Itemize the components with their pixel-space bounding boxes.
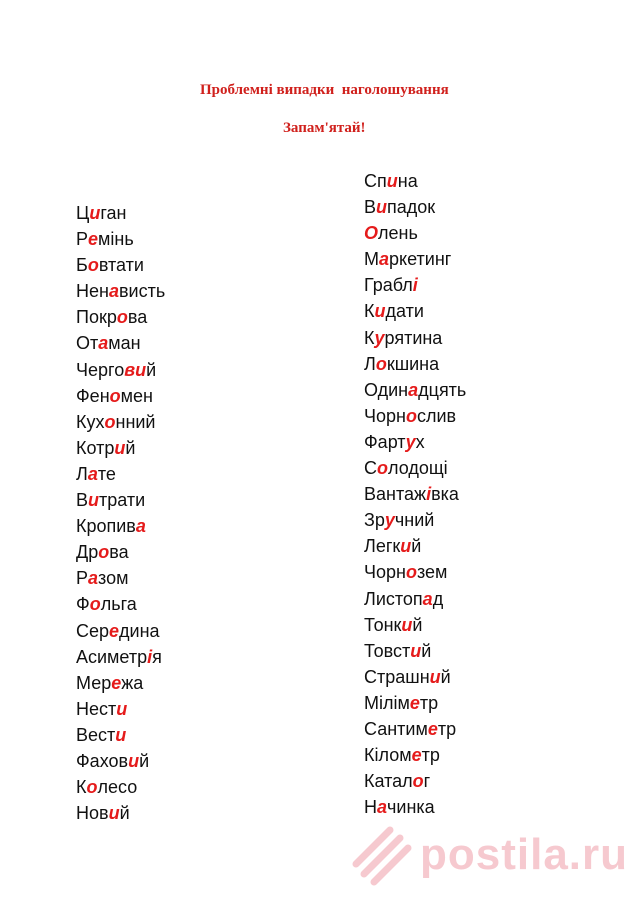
word-item <box>76 775 165 801</box>
word-part: Котр <box>76 437 115 458</box>
word-part: й <box>421 640 432 661</box>
word-item <box>364 378 466 404</box>
word-list-right <box>364 169 466 821</box>
word-part: Асиметр <box>76 646 148 667</box>
word-part: й <box>412 614 423 635</box>
page-subtitle: Запам'ятай! <box>283 120 366 136</box>
word-part: дина <box>119 620 160 641</box>
word-part: Фен <box>76 385 110 406</box>
word-part: Покр <box>76 307 117 328</box>
word-part: Кілом <box>364 745 412 766</box>
word-part: Сантим <box>364 718 428 739</box>
word-part: й <box>119 803 130 824</box>
word-item <box>364 508 466 534</box>
word-item <box>76 592 165 618</box>
word-part: Чорн <box>364 405 406 426</box>
word-part: льга <box>100 594 137 615</box>
word-part: зем <box>416 562 448 583</box>
stressed-vowel: и <box>88 490 100 511</box>
word-item <box>364 613 466 639</box>
word-part: трати <box>99 490 146 511</box>
word-item <box>364 195 466 221</box>
word-part: С <box>364 458 377 479</box>
stressed-vowel: о <box>412 771 424 792</box>
word-part: Страшн <box>364 666 430 687</box>
word-part: нний <box>115 411 156 432</box>
stressed-vowel: а <box>88 568 99 589</box>
stressed-vowel: о <box>87 255 99 276</box>
stressed-vowel: е <box>109 620 120 641</box>
word-item <box>364 717 466 743</box>
word-part: й <box>139 750 150 771</box>
word-part: д <box>432 588 444 609</box>
stressed-vowel: у <box>384 510 395 531</box>
word-part: М <box>364 249 379 270</box>
word-part: Фахов <box>76 750 129 771</box>
word-item <box>76 697 165 723</box>
word-part: Тонк <box>364 614 402 635</box>
word-item <box>364 482 466 508</box>
stressed-vowel: у <box>405 431 416 452</box>
word-part: ркетинг <box>389 249 452 270</box>
word-part: Листоп <box>364 588 423 609</box>
word-part: Ф <box>76 594 90 615</box>
word-item <box>76 749 165 775</box>
word-item <box>76 305 165 331</box>
stressed-vowel: и <box>410 640 422 661</box>
stressed-vowel: и <box>89 203 101 223</box>
word-part: чинка <box>387 797 435 818</box>
stressed-vowel: а <box>379 249 390 270</box>
word-part: лень <box>378 223 418 244</box>
word-part: К <box>76 777 87 798</box>
word-part: й <box>146 359 157 380</box>
word-part: на <box>397 171 418 191</box>
word-part: Мер <box>76 672 112 693</box>
word-item <box>76 801 165 827</box>
word-item <box>76 566 165 592</box>
stressed-vowel: о <box>109 385 121 406</box>
word-item <box>364 273 466 299</box>
stressed-vowel: и <box>374 301 386 322</box>
word-part: й <box>125 437 136 458</box>
word-item <box>364 456 466 482</box>
word-part: Товст <box>364 640 411 661</box>
stressed-vowel: е <box>111 672 122 693</box>
word-item <box>364 769 466 795</box>
word-part: Ц <box>76 203 90 223</box>
word-part: втати <box>98 255 144 276</box>
stressed-vowel: о <box>116 307 128 328</box>
word-part: тр <box>437 718 457 739</box>
word-part: Кропив <box>76 516 136 537</box>
stressed-vowel: и <box>401 614 413 635</box>
word-item <box>364 639 466 665</box>
word-part: я <box>152 646 162 667</box>
stressed-vowel: е <box>409 692 420 713</box>
word-item <box>364 691 466 717</box>
stressed-vowel: и <box>115 724 127 745</box>
word-part: ва <box>127 307 148 328</box>
word-part: й <box>440 666 451 687</box>
word-part: Грабл <box>364 275 413 296</box>
stressed-vowel: і <box>412 275 418 296</box>
word-item <box>364 665 466 691</box>
word-part: дцять <box>418 379 467 400</box>
word-item <box>76 671 165 697</box>
stressed-vowel: о <box>377 458 388 479</box>
word-part: Р <box>76 229 89 250</box>
word-part: Сп <box>364 171 387 191</box>
word-part: падок <box>387 197 436 218</box>
stressed-vowel: и <box>376 197 388 218</box>
word-item <box>364 247 466 273</box>
word-part: Черго <box>76 359 125 380</box>
word-item <box>76 227 165 253</box>
word-part: г <box>423 771 431 792</box>
stressed-vowel: у <box>374 327 385 348</box>
word-part: Др <box>76 542 99 563</box>
word-part: Сер <box>76 620 110 641</box>
word-part: лесо <box>97 777 138 798</box>
word-part: ман <box>108 333 141 354</box>
word-part: дати <box>385 301 424 322</box>
word-part: чний <box>394 510 435 531</box>
word-part: Нест <box>76 698 117 719</box>
word-item <box>364 587 466 613</box>
stressed-vowel: и <box>128 750 140 771</box>
word-part: Чорн <box>364 562 406 583</box>
word-part: тр <box>419 692 439 713</box>
word-part: х <box>415 431 425 452</box>
word-part: В <box>76 490 89 511</box>
word-part: Нов <box>76 803 109 824</box>
word-part: й <box>411 536 422 557</box>
word-item <box>364 299 466 325</box>
stressed-vowel: о <box>98 542 110 563</box>
stressed-vowel: о <box>104 411 116 432</box>
word-item <box>364 560 466 586</box>
word-part: те <box>97 463 116 484</box>
stressed-vowel: е <box>88 229 99 250</box>
word-item <box>364 534 466 560</box>
stressed-vowel: а <box>87 463 98 484</box>
word-item <box>76 279 165 305</box>
stressed-vowel: а <box>135 516 146 537</box>
word-part: тр <box>421 745 440 766</box>
word-part: Л <box>76 463 88 484</box>
stressed-vowel: а <box>408 379 419 400</box>
stressed-vowel: О <box>364 223 379 244</box>
word-part: ва <box>109 542 129 563</box>
stressed-vowel: о <box>405 562 417 583</box>
word-part: Легк <box>364 536 401 557</box>
stressed-vowel: и <box>400 536 412 557</box>
word-item <box>76 619 165 645</box>
word-part: Катал <box>364 771 413 792</box>
stressed-vowel: и <box>116 698 128 719</box>
word-list-left <box>76 201 165 827</box>
stressed-vowel: а <box>108 281 119 302</box>
page-title: Проблемні випадки наголошування <box>200 82 449 98</box>
watermark <box>350 822 630 892</box>
word-item <box>76 645 165 671</box>
word-part: зом <box>98 568 129 589</box>
word-item <box>76 436 165 462</box>
word-part: От <box>76 333 99 354</box>
word-item <box>76 514 165 540</box>
word-part: Н <box>364 797 377 818</box>
word-item <box>364 795 466 821</box>
stressed-vowel: о <box>89 594 101 615</box>
word-part: висть <box>118 281 166 302</box>
word-item <box>76 331 165 357</box>
watermark-text: postila.ru <box>420 830 629 879</box>
stressed-vowel: и <box>108 803 120 824</box>
word-part: Б <box>76 255 88 276</box>
word-part: рятина <box>384 327 443 348</box>
word-item <box>76 201 165 227</box>
word-item <box>76 410 165 436</box>
word-part: Фарт <box>364 431 406 452</box>
word-part: мен <box>120 385 153 406</box>
stressed-vowel: и <box>386 171 398 191</box>
word-part: слив <box>416 405 457 426</box>
word-part: ган <box>100 203 127 223</box>
stressed-vowel: е <box>411 745 422 766</box>
word-part: жа <box>121 672 144 693</box>
word-part: мінь <box>98 229 134 250</box>
word-item <box>364 352 466 378</box>
word-part: К <box>364 301 375 322</box>
word-item <box>76 488 165 514</box>
word-item <box>364 743 466 769</box>
word-part: Вантаж <box>364 484 427 505</box>
word-part: Вест <box>76 724 116 745</box>
word-part: Один <box>364 379 409 400</box>
word-part: кшина <box>386 353 440 374</box>
word-part: К <box>364 327 375 348</box>
stressed-vowel: о <box>375 353 387 374</box>
word-item <box>364 169 466 195</box>
word-item <box>364 326 466 352</box>
stressed-vowel: і <box>147 646 153 667</box>
word-item <box>364 430 466 456</box>
word-item <box>364 404 466 430</box>
stressed-vowel: о <box>405 405 417 426</box>
stressed-vowel: и <box>114 437 126 458</box>
word-item <box>76 253 165 279</box>
word-part: Л <box>364 353 376 374</box>
word-item <box>76 384 165 410</box>
stressed-vowel: а <box>98 333 109 354</box>
word-part: Мілім <box>364 692 410 713</box>
stressed-vowel: е <box>427 718 438 739</box>
word-item <box>76 723 165 749</box>
postila-pin-icon <box>350 824 414 888</box>
word-part: В <box>364 197 377 218</box>
word-item <box>364 221 466 247</box>
stressed-vowel: а <box>422 588 433 609</box>
word-part: Нен <box>76 281 109 302</box>
word-part: Зр <box>364 510 385 531</box>
word-part: лодощі <box>388 458 448 479</box>
word-item <box>76 462 165 488</box>
stressed-vowel: і <box>426 484 432 505</box>
stressed-vowel: и <box>429 666 441 687</box>
stressed-vowel: а <box>377 797 388 818</box>
stressed-vowel: о <box>86 777 98 798</box>
word-part: вка <box>431 484 459 505</box>
word-item <box>76 540 165 566</box>
word-part: Кух <box>76 411 105 432</box>
word-part: Р <box>76 568 89 589</box>
word-item <box>76 358 165 384</box>
stressed-vowel: ви <box>124 359 147 380</box>
